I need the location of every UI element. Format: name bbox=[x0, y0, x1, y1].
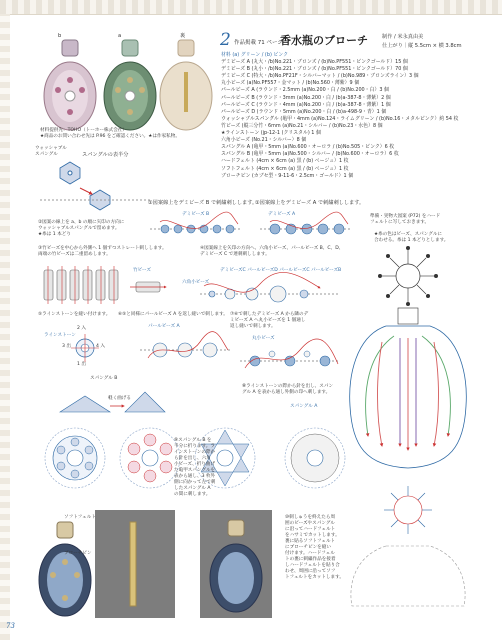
step-10-text: ⑩刺しゅうを終えたら周 囲のビーズやスパングル に沿ってハードフェルト をハサミでカットします。 裏に貼るソフトフェルト にブローチピンを縫い 付けます。ハードフェル トの裏に刺繍作品を接着 しハードフェルトを貼り合 わせ、周囲に沿ってソフ トフェルトをカットします。 bbox=[285, 515, 344, 580]
material-item: パールビーズ A (ラウンド・2.5mm (a)No.200・白 / (b)No.200・白）3 個 bbox=[221, 87, 389, 94]
material-item: デミビーズ A (丸大・/b)No.221・ブロンズ / (b)No.PF551・ピンクゴールド）15 個 bbox=[221, 59, 408, 66]
material-item: ★ラインストーン (jp-12-1 (クリスタル) 1 個 bbox=[221, 130, 321, 137]
step-7-text: ⑦⑥で刺したデミビーズ A から隣のデ ミビーズ A へ丸小ビーズを 1 個通し 返し縫いで刺します。 bbox=[230, 312, 309, 329]
label-spangle-b: スパングル B bbox=[90, 376, 118, 381]
material-item: 丸小ビーズ (a)No.PF557・金マット / (b)No.560・薄紫）9 個 bbox=[221, 80, 360, 87]
material-item: ハードフェルト (4cm × 6cm (a) 黒 / (b) ベージュ）1 枚 bbox=[221, 158, 349, 165]
step-3-diagram bbox=[38, 262, 128, 308]
label-pearl-a: パールビーズ A bbox=[148, 324, 180, 329]
credit-block bbox=[382, 33, 462, 51]
material-item: ウォッシャブルスパングル (亀甲・4mm (a)No.124・ライムグリーン / (b)No.16・メタルピンク）約 54 枚 bbox=[221, 115, 459, 122]
step-1-diagram bbox=[150, 218, 350, 240]
prep-note: ★糸の色はビーズ、スパングルに 合わせる。糸は 1 本どりとします。 bbox=[374, 232, 449, 243]
material-item: デミビーズ B (丸小・/b)No.221・ブロンズ / (b)No.PF551・ピンクゴールド）70 個 bbox=[221, 66, 408, 73]
materials-note-2: ★商品のお問い合わせ先は P.96 をご確認ください。★は作家私物。 bbox=[40, 134, 180, 139]
materials-note-1: 材料提供先：TOHO（トーホー株式会社） bbox=[40, 128, 127, 133]
label-spangle-front: スパングルの表半分 bbox=[82, 152, 129, 158]
label-pearls: デミビーズC パールビーズD パールビーズC パールビーズB bbox=[220, 268, 342, 273]
label-round-small: 丸小ビーズ bbox=[252, 336, 275, 341]
page-number: 73 bbox=[6, 622, 15, 630]
material-item: 六角小ビーズ (No.21・シルバー）8 個 bbox=[221, 137, 307, 144]
step-6-text: ⑥⑤と同様にパールビーズ A を返し縫いで刺します。 bbox=[118, 312, 228, 317]
label-soft-felt: ソフトフェルト bbox=[64, 515, 96, 520]
step-4-diagram bbox=[200, 276, 340, 312]
label-in4: 4 入 bbox=[96, 344, 105, 349]
label-rhinestone: ラインストーン bbox=[44, 333, 76, 338]
materials-heading: 材料 (a) グリーン / (b) ピンク bbox=[221, 52, 288, 58]
material-item: スパングル A (亀甲・5mm (a)No.600・オーロラ / (b)No.505・ピンク）6 枚 bbox=[221, 144, 395, 151]
step-9-text: ⑨スパングル B を 半分に折ります。ラ インストーンの際か ら針を出し、六角 小ビーズ、折り曲げ た亀甲スパングルを 表から通し、3 枚外 側に向かって左で刺 したスパングル A の間に刺します。 bbox=[174, 438, 216, 497]
spangle-diagram bbox=[40, 160, 150, 215]
full-pattern-diagram bbox=[346, 246, 496, 616]
step-4-text: ④図案線上を矢印の方向へ、六角小ビーズ、パールビーズ B、C、D、 デミビーズ C で連刺刺しします。 bbox=[200, 246, 344, 257]
rhinestone-diagram bbox=[70, 334, 100, 362]
label-brooch-pin: ブローチピン bbox=[64, 551, 92, 556]
prep-text: 準備・実物大図案 (P72) をハード フェルトに写しておきます。 bbox=[370, 214, 441, 225]
material-item: ブローチピン (カブセ型・9-11-6・2.5cm・ゴールド）1 個 bbox=[221, 172, 354, 179]
credit-maker: 制作 / 米永真由美 bbox=[382, 34, 424, 40]
credit-size: 仕上がり｜縦 5.5cm × 横 3.8cm bbox=[382, 43, 462, 49]
step-3-text: ③竹ビーズを中心から外側へ 1 個ずつストレート刺しします。 両端の竹ビーズは二重留めします。 bbox=[38, 246, 167, 257]
step-7-diagram bbox=[240, 344, 340, 378]
material-item: パールビーズ C (ラウンド・4mm (a)No.200・白 / (b)a-387-8・薄紫）1 個 bbox=[221, 101, 391, 108]
label-out1: 1 出 bbox=[77, 362, 86, 367]
label-demi-b: デミビーズ B bbox=[182, 212, 210, 217]
brooch-color-diagram bbox=[35, 520, 95, 620]
step-1b-text: ①図案線上をデミビーズ A で刺繍刺しします。 bbox=[255, 200, 365, 206]
step-1-text: ①図案線上をデミビーズ B で刺繍刺しします。 bbox=[148, 200, 258, 206]
material-item: デミビーズ C (特大・/b)No.PF21F・シルバーマット / (b)No.989・ブロンズライン）3 個 bbox=[221, 73, 419, 80]
label-bend: 軽く曲げる bbox=[108, 396, 131, 401]
step-5-text: ⑤ラインストーンを縫い付けます。 bbox=[38, 312, 111, 317]
lace-border-top bbox=[0, 0, 502, 15]
label-washable: ウォッシャブル スパングル bbox=[35, 146, 67, 157]
material-item: パールビーズ D (ラウンド・5mm (a)No.200・白 / (b)a-498-9・青）1 個 bbox=[221, 108, 387, 115]
bamboo-single-diagram bbox=[128, 276, 168, 306]
label-demi-a: デミビーズ A bbox=[268, 212, 296, 217]
step-6-diagram bbox=[140, 330, 230, 370]
brooch-photo bbox=[30, 36, 220, 136]
material-item: ソフトフェルト (4cm × 6cm (a) 黒 / (b) ベージュ）1 枚 bbox=[221, 165, 349, 172]
label-out2: 2 入 bbox=[77, 326, 86, 331]
material-item: 竹ビーズ (縦三分竹・6mm (a)No.21・シルバー / (b)No.23・水色）8 個 bbox=[221, 122, 383, 129]
material-item: スパングル B (亀甲・5mm (a)No.500・シルバー / (b)No.600・オーロラ）6 枚 bbox=[221, 151, 399, 158]
label-out3: 3 出 bbox=[62, 344, 71, 349]
step-2-text: ②図案の線上を a、b の順に矢印の方向に ウォッシャブルスパングルで留めます。 ★糸は 1 本どり bbox=[38, 220, 125, 237]
page-reference: 作品掲載 71 ページ bbox=[234, 40, 283, 46]
project-title: 香水瓶のブローチ bbox=[280, 34, 368, 47]
label-hex: 六角小ビーズ bbox=[182, 280, 210, 285]
materials-list bbox=[221, 52, 493, 180]
lace-border-left bbox=[0, 14, 10, 640]
felt-cut-diagram bbox=[100, 520, 170, 610]
spangle-fold-diagram bbox=[40, 382, 170, 422]
material-item: パールビーズ B (ラウンド・3mm (a)No.200・白 / (b)a-387-8・薄紫）2 個 bbox=[221, 94, 391, 101]
photo-label-a: a bbox=[118, 33, 122, 39]
finished-brooch-diagram bbox=[206, 518, 266, 612]
label-bamboo: 竹ビーズ bbox=[133, 268, 151, 273]
step-8-text: ⑧ラインストーンの際から針を出し、スパン グル A を表から通し外側の印へ刺します。 bbox=[242, 384, 334, 395]
photo-label-back: 裏 bbox=[180, 33, 186, 39]
photo-label-b: b bbox=[58, 33, 62, 39]
project-number: 2 bbox=[220, 30, 231, 50]
label-spangle-a: スパングル A bbox=[290, 404, 318, 409]
